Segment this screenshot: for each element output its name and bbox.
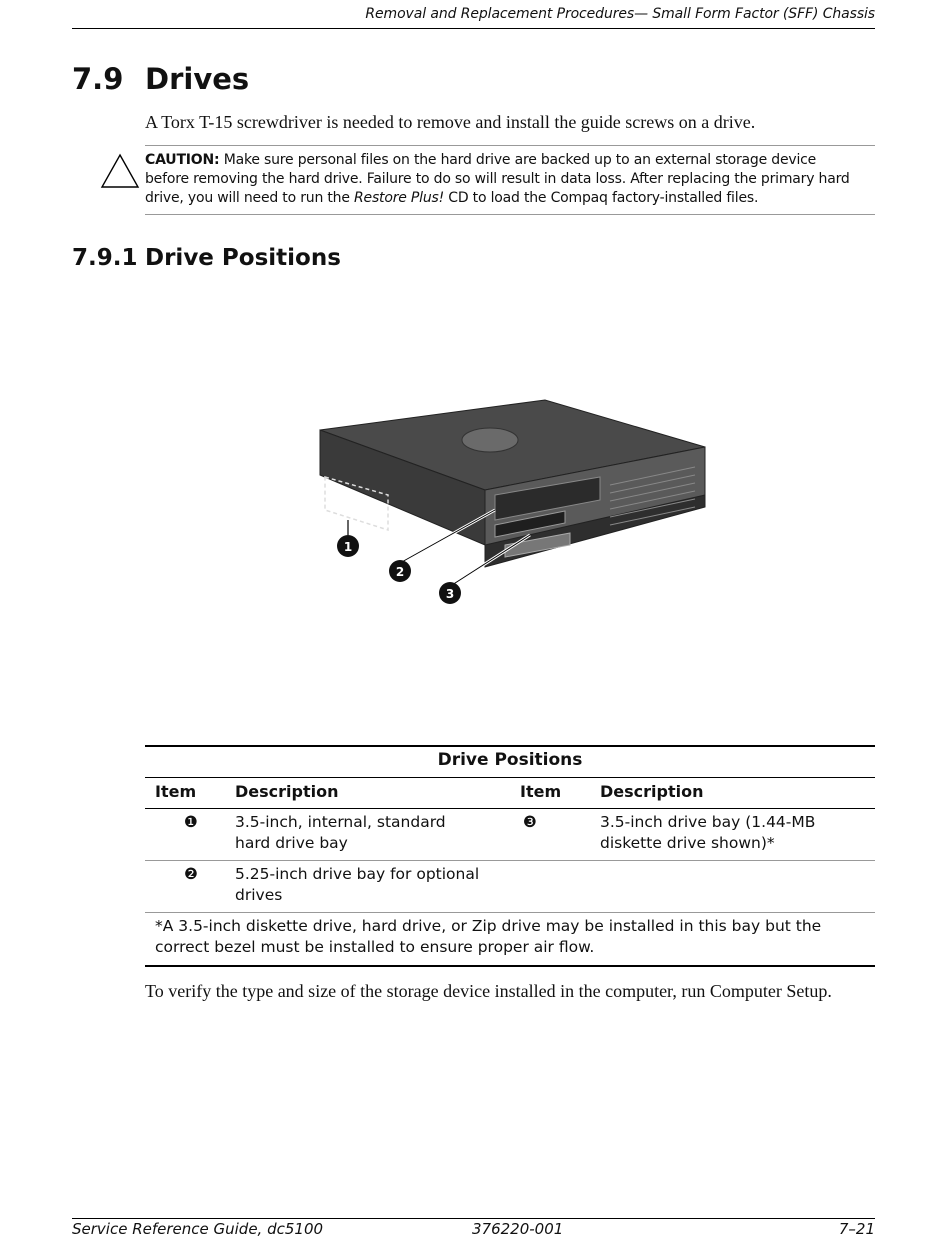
callout-2 [389, 560, 411, 582]
intro-paragraph: A Torx T-15 screwdriver is needed to remove and install the guide screws on a drive. [145, 112, 756, 132]
header-item-1: Item [155, 782, 197, 801]
caution-text-after: CD to load the Compaq factory-installed files. [444, 190, 759, 206]
footer-page-number: 7–21 [838, 1220, 875, 1238]
table-row [145, 861, 875, 913]
caution-triangle-icon [100, 153, 140, 189]
footer-part-number: 376220-001 [472, 1220, 564, 1238]
header-description-2: Description [600, 782, 704, 801]
running-header: Removal and Replacement Procedures— Small Form Factor (SFF) Chassis [365, 6, 875, 22]
table-caption: Drive Positions [145, 745, 875, 778]
subsection-number: 7.9.1 [72, 245, 138, 271]
header-rule [72, 28, 875, 29]
section-title: Drives [145, 62, 250, 96]
caution-italic: Restore Plus! [354, 190, 445, 206]
table-footnote-row [145, 913, 875, 967]
callout-1-label: 1 [343, 540, 353, 554]
section-number: 7.9 [72, 62, 124, 96]
row-description: 5.25-inch drive bay for optional drives [235, 865, 480, 904]
callout-2-label: 2 [395, 565, 405, 579]
table-row [145, 809, 875, 861]
row-item-number-2: ❸ [523, 813, 537, 831]
callout-1 [337, 535, 359, 557]
header-description-1: Description [235, 782, 339, 801]
section-heading [72, 62, 249, 96]
caution-top-rule [145, 145, 875, 146]
subsection-title: Drive Positions [145, 245, 341, 271]
table-footnote: *A 3.5-inch diskette drive, hard drive, or Zip drive may be installed in this bay but the correct bezel must be installed to ensure proper air flow. [155, 917, 822, 956]
computer-drive-illustration [300, 395, 720, 610]
row-item-number: ❶ [184, 813, 198, 831]
caution-box [72, 145, 875, 215]
caution-text [145, 151, 855, 208]
callout-3-label: 3 [445, 587, 455, 601]
row-description-2: 3.5-inch drive bay (1.44-MB diskette drive shown)* [600, 813, 816, 852]
footer-guide-title: Service Reference Guide, dc5100 [72, 1220, 324, 1238]
row-item-number: ❷ [184, 865, 198, 883]
row-description: 3.5-inch, internal, standard hard drive bay [235, 813, 446, 852]
subsection-heading [72, 245, 341, 271]
header-item-2: Item [520, 782, 562, 801]
drive-positions-table [145, 745, 875, 967]
callout-3 [439, 582, 461, 604]
closing-paragraph: To verify the type and size of the storage device installed in the computer, run Computer Setup. [145, 981, 832, 1001]
caution-text-before: Make sure personal files on the hard drive are backed up to an external storage device before removing the hard drive. Failure to do so will result in data loss. After replacing the primary hard drive, you will need to run the [145, 152, 850, 206]
footer-rule [72, 1218, 875, 1219]
table-header-row [145, 778, 875, 809]
caution-bottom-rule [145, 214, 875, 215]
caution-label: CAUTION: [145, 152, 220, 168]
